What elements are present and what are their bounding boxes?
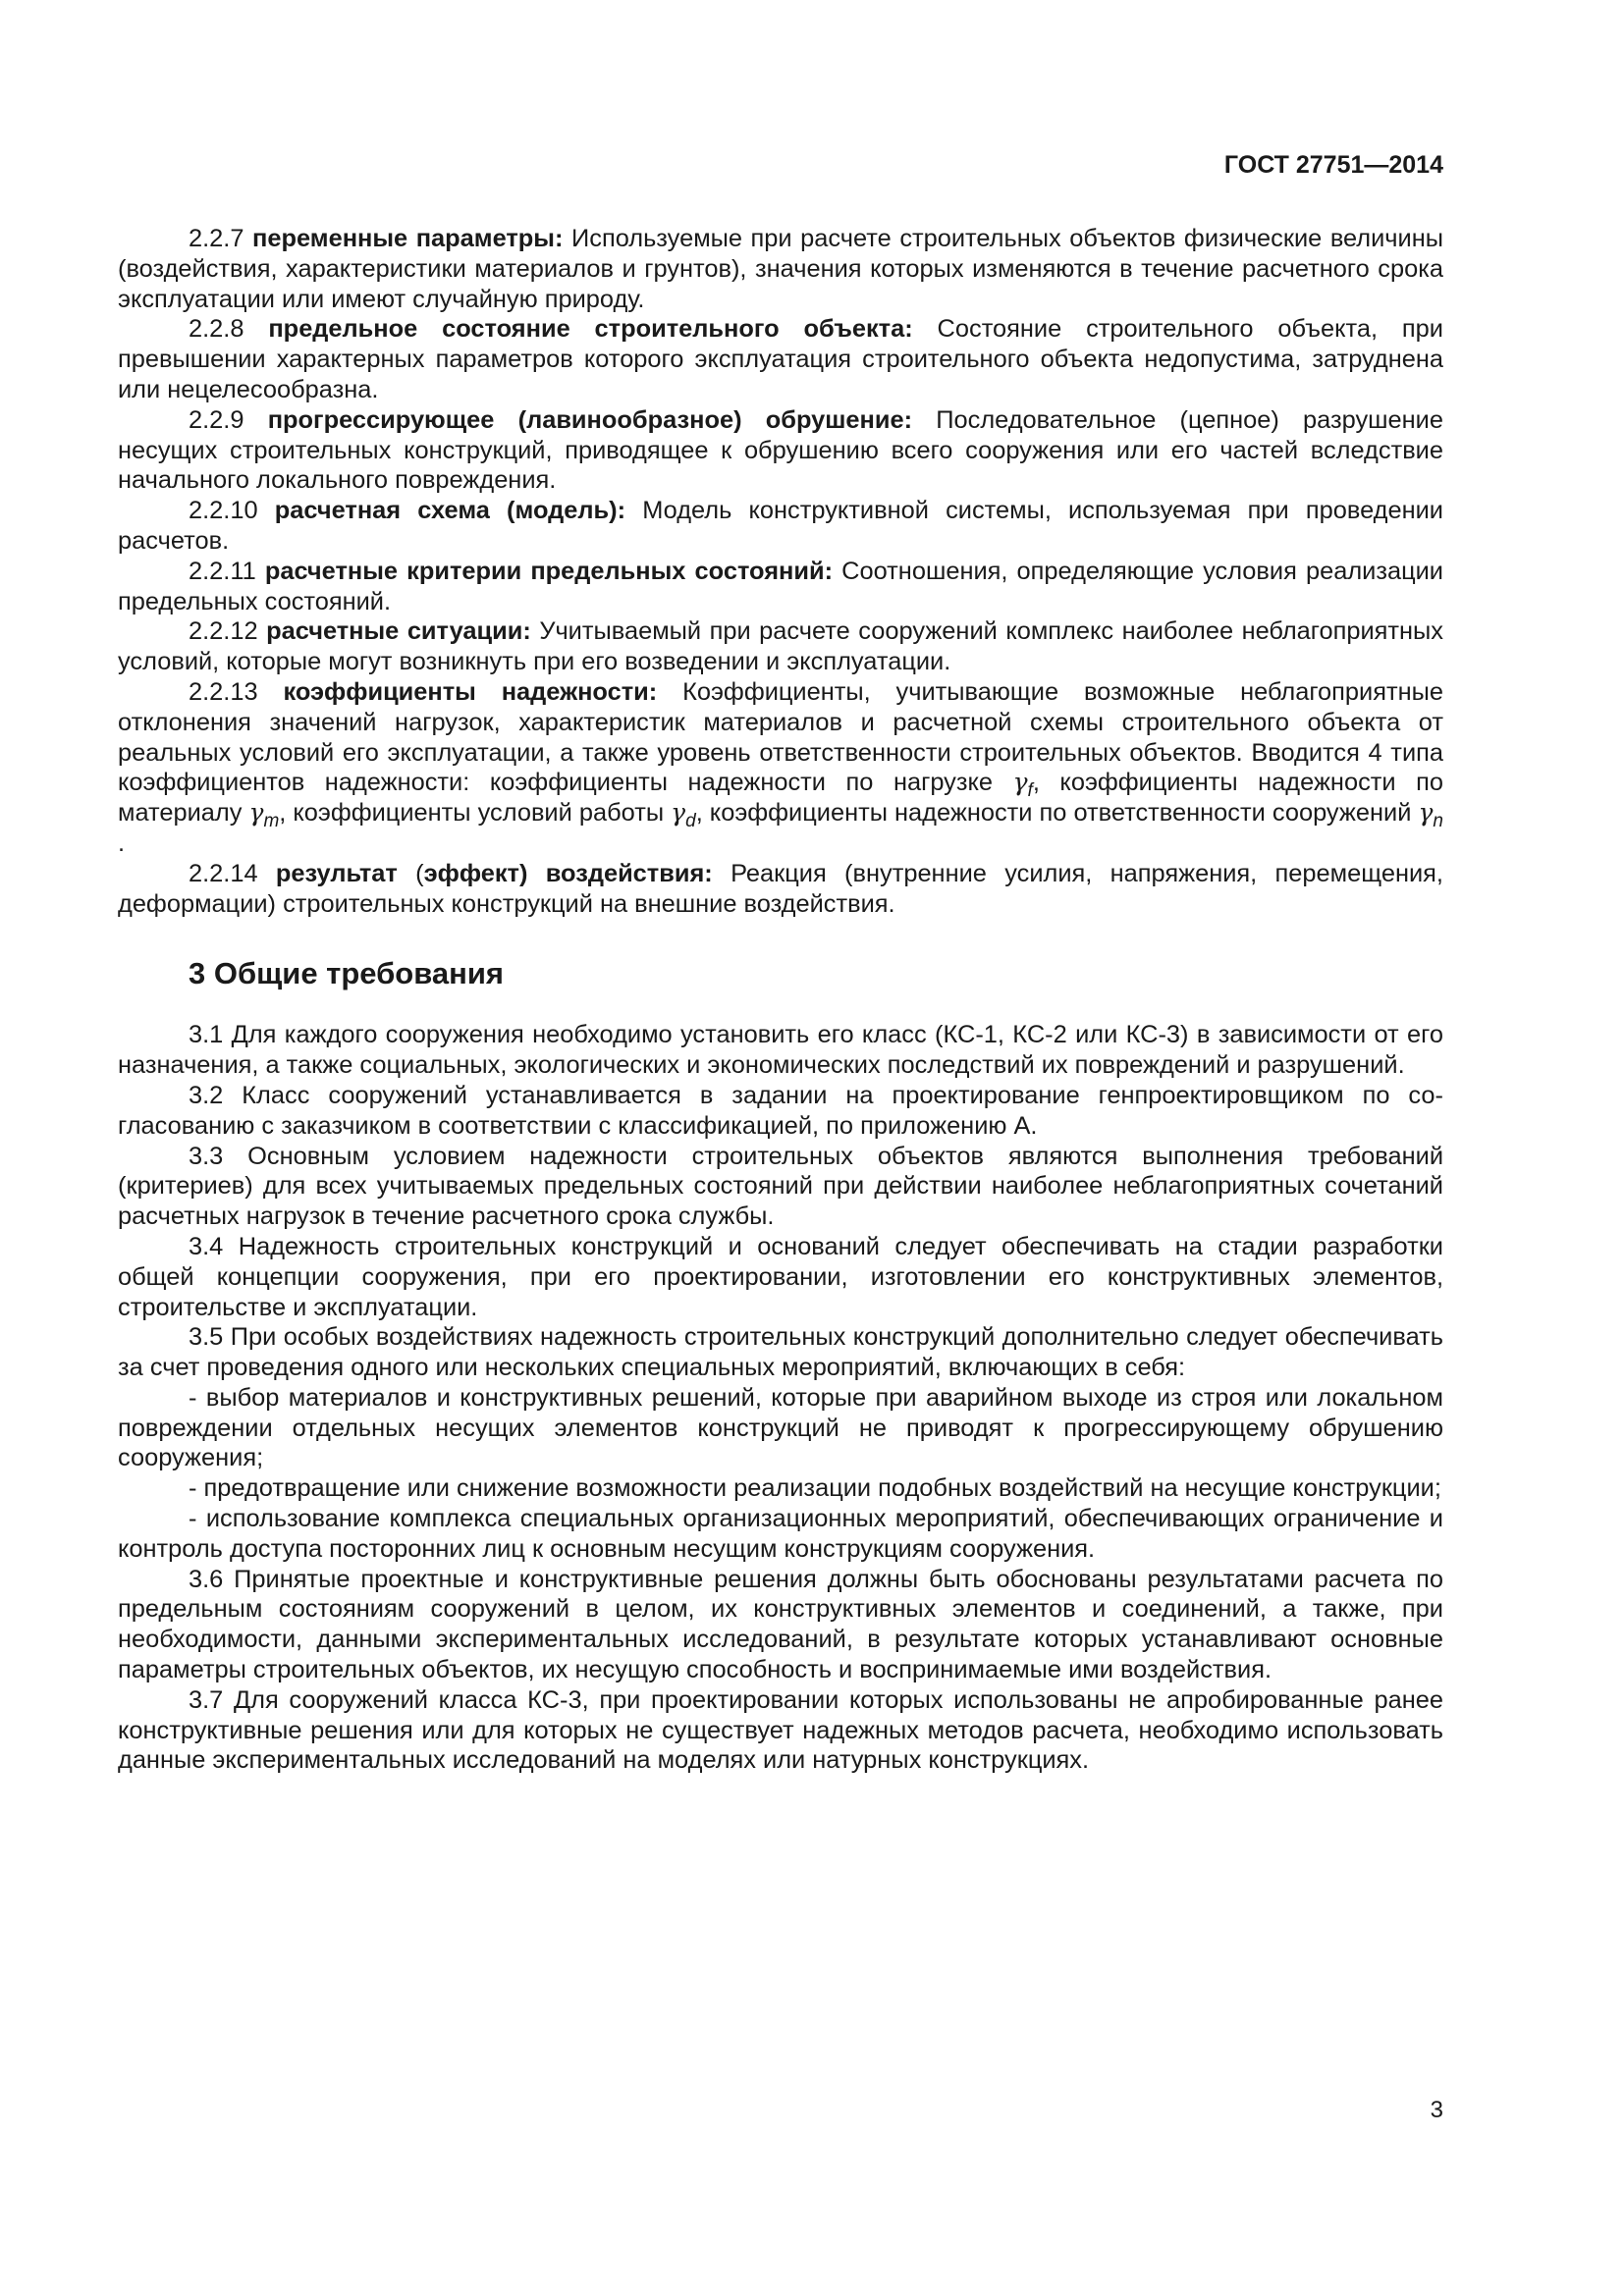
document-body: [118, 224, 1443, 1776]
document-header: ГОСТ 27751—2014: [1223, 151, 1443, 179]
term: прогрессирующее (лавинообразное) обрушение:: [267, 405, 913, 434]
subscript: d: [685, 811, 696, 832]
clause-number: 2.2.9: [189, 405, 244, 434]
clause-number: 2.2.13: [189, 677, 258, 706]
term: расчетные ситуации:: [266, 617, 531, 646]
definition-text: Состояние строительного объекта, при превышении характерных параметров которого эксплуатация строительного объекта недопустима, затруднена или нецелесообразна.: [118, 315, 1443, 403]
definition-2-2-10: [118, 496, 1443, 557]
gamma-symbol: γ: [1012, 768, 1028, 797]
definition-2-2-9: [118, 405, 1443, 496]
definition-text: Соотношения, определяющие условия реализации предельных состояний.: [118, 557, 1443, 615]
term: переменные параметры:: [252, 225, 564, 252]
subscript: n: [1433, 811, 1443, 832]
definition-text: Последовательное (цепное) разрушение несущих строительных конструкций, приводящее к обрушению всего сооружения или его частей вследствие начального локального повреждения.: [118, 405, 1443, 495]
definition-text: , коэффициенты надежности по ответственности сооружений: [695, 799, 1412, 828]
term: результат: [275, 859, 398, 887]
definition-text: Модель конструктивной системы, используемая при проведении расчетов.: [118, 497, 1443, 555]
definition-text: Реакция (внутренние усилия, напряжения, перемещения, деформации) строительных конструкций на внешние воздействия.: [118, 859, 1443, 918]
definition-2-2-7: [118, 224, 1443, 314]
definition-2-2-11: [118, 557, 1443, 617]
definition-2-2-12: [118, 616, 1443, 677]
list-item: - предотвращение или снижение возможности реализации подобных воздействий на несущие конструкции;: [189, 1474, 1441, 1503]
definition-text: , коэффициенты надежности по материалу: [118, 769, 1443, 828]
term: расчетная схема (модель):: [274, 497, 626, 525]
definition-text: , коэффициенты условий работы: [279, 799, 665, 828]
paragraph-3-7: 3.7 Для сооружений класса КС-3, при проектировании которых использованы не апробированные ранее конструктивные решения или для которых не существует надежных методов расчета, необходимо использовать данные экспериментальных исследований на моделях или натурных конструкциях.: [118, 1685, 1443, 1775]
gamma-symbol: γ: [671, 798, 686, 828]
definition-text: Используемые при расчете строительных объектов физические величины (воздействия, характеристики материалов и грунтов), значения которых изменяются в течение расчетного срока эксплуатации или имеют случайную природу.: [118, 225, 1443, 313]
subscript: m: [263, 811, 280, 832]
clause-number: 2.2.12: [189, 617, 258, 646]
clause-number: 2.2.11: [189, 557, 256, 585]
definition-2-2-13: [118, 677, 1443, 859]
list-item: - выбор материалов и конструктивных решений, которые при аварийном выходе из строя или локальном повреждении отдельных несущих элементов конструкций не приводят к прогрессирующему обрушению сооружения;: [118, 1383, 1443, 1472]
clause-number: 2.2.7: [189, 225, 244, 252]
gamma-symbol: γ: [248, 798, 264, 828]
section-heading: 3 Общие требования: [189, 956, 504, 991]
paragraph-3-2: 3.2 Класс сооружений устанавливается в задании на проектирование генпроектировщиком по согласованию с заказчиком в соответствии с классификацией, по приложению А.: [118, 1081, 1443, 1140]
paragraph-3-5: 3.5 При особых воздействиях надежность строительных конструкций дополнительно следует обеспечивать за счет проведения одного или нескольких специальных мероприятий, включающих в себя:: [118, 1323, 1443, 1382]
definition-text: .: [118, 828, 126, 857]
subscript: f: [1027, 780, 1033, 802]
list-item: - использование комплекса специальных организационных мероприятий, обеспечивающих ограничение и контроль доступа посторонних лиц к основным несущим конструкциям сооружения.: [118, 1505, 1443, 1563]
gamma-symbol: γ: [1418, 798, 1434, 828]
term-paren: (: [397, 859, 424, 887]
term: коэффициенты надежности:: [283, 677, 658, 706]
term: предельное состояние строительного объекта:: [268, 315, 913, 344]
paragraph-3-6: 3.6 Принятые проектные и конструктивные решения должны быть обоснованы результатами расчета по предельным состояниям сооружений в целом, их конструктивных элементов и соединений, а также, при необходимости, данными экспериментальных исследований, в результате которых устанавливают основные параметры строительных объектов, их несущую способность и воспринимаемые ими воздействия.: [118, 1565, 1443, 1684]
paragraph-3-3: 3.3 Основным условием надежности строительных объектов являются выполнения требований (критериев) для всех учитываемых предельных состояний при действии наиболее неблагоприятных сочетаний расчетных нагрузок в течение расчетного срока службы.: [118, 1142, 1443, 1231]
term: эффект) воздействия:: [423, 859, 713, 887]
clause-number: 2.2.8: [189, 315, 244, 344]
term: расчетные критерии предельных состояний:: [264, 557, 834, 585]
definition-2-2-8: [118, 314, 1443, 404]
definition-text: Учитываемый при расчете сооружений комплекс наиболее неблагоприятных условий, которые могут возникнуть при его возведении и эксплуатации.: [118, 617, 1443, 676]
clause-number: 2.2.14: [189, 859, 258, 887]
clause-number: 2.2.10: [189, 497, 258, 525]
paragraph-3-4: 3.4 Надежность строительных конструкций и оснований следует обеспечивать на стадии разработки общей концепции сооружения, при его проектировании, изготовлении его конструктивных элементов, строительстве и эксплуатации.: [118, 1232, 1443, 1321]
definition-text: Коэффициенты, учитывающие возможные неблагоприятные отклонения значений нагрузок, характеристик материалов и расчетной схемы строительного объекта от реальных условий его эксплуатации, а также уровень ответственности строительных объектов. Вводится 4 типа коэффициентов надежности: коэффициенты надежности по нагрузке: [118, 677, 1443, 797]
page-number: 3: [1430, 2097, 1443, 2123]
definition-2-2-14: [118, 859, 1443, 920]
paragraph-3-1: 3.1 Для каждого сооружения необходимо установить его класс (КС-1, КС-2 или КС-3) в зависимости от его назначения, а также социальных, экологических и экономических последствий их повреждений и разрушений.: [118, 1021, 1443, 1080]
